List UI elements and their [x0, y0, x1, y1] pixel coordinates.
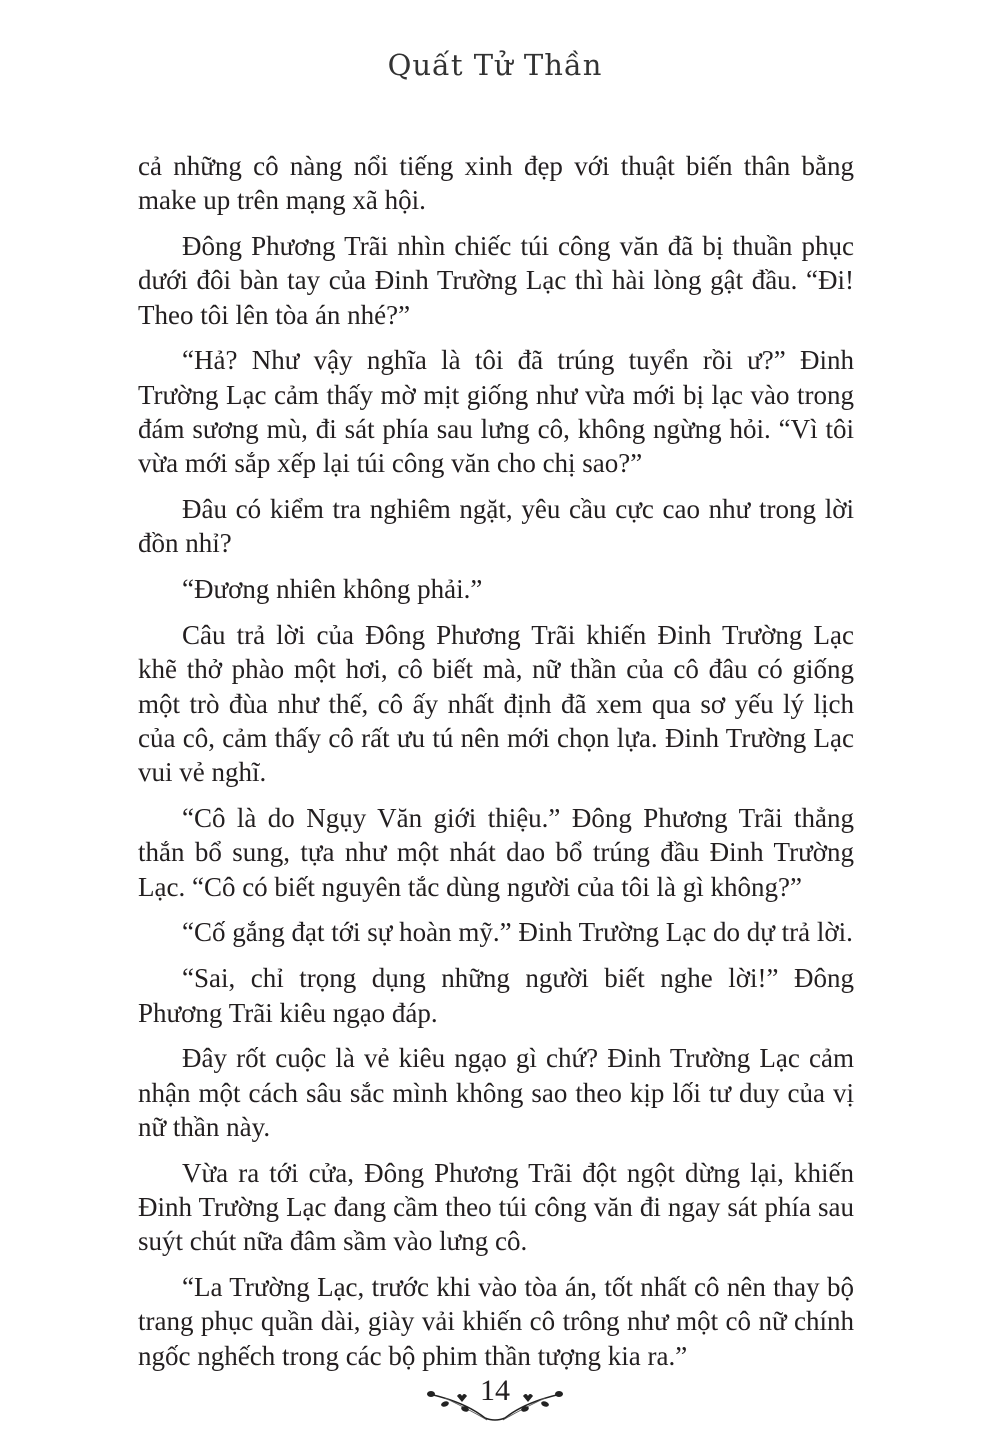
page-number: 14 — [480, 1374, 510, 1407]
paragraph: Đâu có kiểm tra nghiêm ngặt, yêu cầu cực cao như trong lời đồn nhỉ? — [138, 494, 854, 559]
paragraph: Câu trả lời của Đông Phương Trãi khiến Đinh Trường Lạc khẽ thở phào một hơi, cô biết mà, nữ thần của cô đâu có giống một trò đùa như thế, cô ấy nhất định đã xem qua sơ yếu lý lịch của cô, cảm thấy cô rất ưu tú nên mới chọn lựa. Đinh Trường Lạc vui vẻ nghĩ. — [138, 620, 854, 788]
paragraph: “Đương nhiên không phải.” — [182, 574, 483, 605]
paragraph: “La Trường Lạc, trước khi vào tòa án, tốt nhất cô nên thay bộ trang phục quần dài, giày vải khiến cô trông như một cô nữ chính ngốc nghếch trong các bộ phim thần tượng kia ra.” — [138, 1272, 854, 1371]
paragraph: “Sai, chỉ trọng dụng những người biết nghe lời!” Đông Phương Trãi kiêu ngạo đáp. — [138, 963, 854, 1028]
page-body — [138, 149, 854, 1385]
paragraph: “Hả? Như vậy nghĩa là tôi đã trúng tuyển rồi ư?” Đinh Trường Lạc cảm thấy mờ mịt giống như vừa mới bị lạc vào trong đám sương mù, đi sát phía sau lưng cô, không ngừng hỏi. “Vì tôi vừa mới sắp xếp lại túi công văn cho chị sao?” — [138, 345, 854, 479]
paragraph: Đông Phương Trãi nhìn chiếc túi công văn đã bị thuần phục dưới đôi bàn tay của Đinh Trường Lạc thì hài lòng gật đầu. “Đi! Theo tôi lên tòa án nhé?” — [138, 231, 854, 330]
paragraph: Đây rốt cuộc là vẻ kiêu ngạo gì chứ? Đinh Trường Lạc cảm nhận một cách sâu sắc mình không sao theo kịp lối tư duy của vị nữ thần này. — [138, 1043, 854, 1142]
vine-ornament-icon — [425, 1390, 565, 1426]
paragraph: “Cô là do Ngụy Văn giới thiệu.” Đông Phương Trãi thẳng thắn bổ sung, tựa như một nhát dao bổ trúng đầu Đinh Trường Lạc. “Cô có biết nguyên tắc dùng người của tôi là gì không?” — [138, 803, 854, 902]
paragraph: “Cố gắng đạt tới sự hoàn mỹ.” Đinh Trường Lạc do dự trả lời. — [182, 917, 853, 948]
running-header-title: Quất Tử Thần — [387, 48, 603, 82]
paragraph: cả những cô nàng nổi tiếng xinh đẹp với thuật biến thân bằng make up trên mạng xã hội. — [138, 151, 854, 216]
paragraph: Vừa ra tới cửa, Đông Phương Trãi đột ngột dừng lại, khiến Đinh Trường Lạc đang cầm theo túi công văn đi ngay sát phía sau suýt chút nữa đâm sầm vào lưng cô. — [138, 1157, 854, 1257]
